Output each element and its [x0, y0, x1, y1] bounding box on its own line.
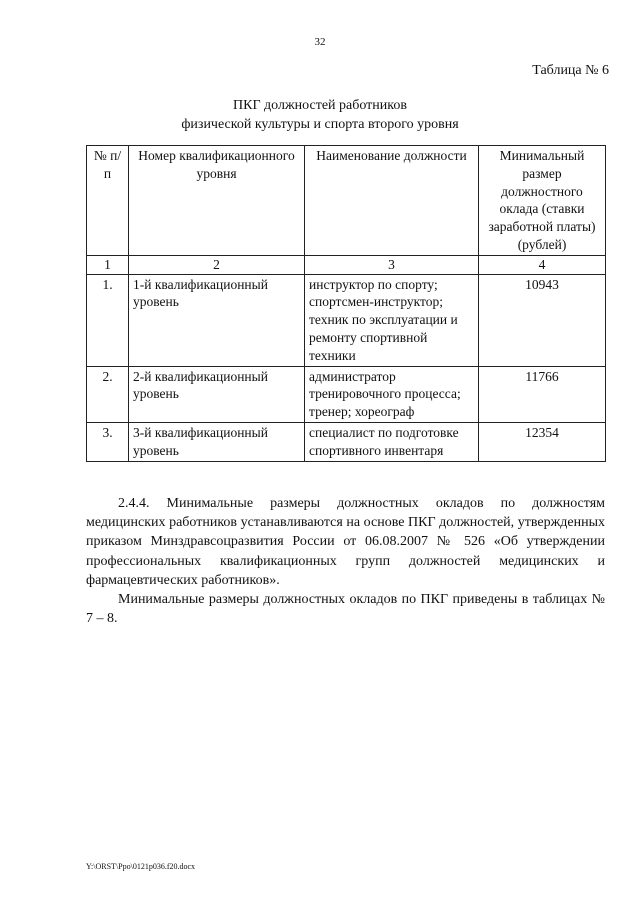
row-level: 3-й квалификационный уровень — [129, 422, 305, 461]
row-salary: 10943 — [479, 274, 606, 366]
header-number: № п/п — [87, 146, 129, 256]
table-title — [0, 96, 640, 134]
pkg-table — [86, 145, 606, 462]
column-number: 2 — [129, 255, 305, 274]
row-level: 1-й квалификационный уровень — [129, 274, 305, 366]
row-level: 2-й квалификационный уровень — [129, 366, 305, 422]
paragraph: 2.4.4. Минимальные размеры должностных окладов по должностям медицинских работников устанавливаются на основе ПКГ должностей, утвержденных приказом Минздравсоцразвития России от 06.08.2007 № 526 «Об утверждении профессиональных квалификационных групп должностей медицинских и фармацевтических работников». — [86, 496, 605, 588]
table-row — [87, 366, 606, 422]
row-number: 3. — [87, 422, 129, 461]
row-positions: специалист по подготовке спортивного инвентаря — [305, 422, 479, 461]
footer-file-path: Y:\ORST\Ppo\0121p036.f20.docx — [86, 862, 196, 871]
body-text — [86, 494, 605, 628]
row-positions: администратор тренировочного процесса; тренер; хореограф — [305, 366, 479, 422]
row-number: 1. — [87, 274, 129, 366]
table-row — [87, 274, 606, 366]
column-number: 4 — [479, 255, 606, 274]
row-positions: инструктор по спорту; спортсмен-инструктор; техник по эксплуатации и ремонту спортивной техники — [305, 274, 479, 366]
header-level: Номер квалификационного уровня — [129, 146, 305, 256]
row-salary: 12354 — [479, 422, 606, 461]
row-number: 2. — [87, 366, 129, 422]
header-position: Наименование должности — [305, 146, 479, 256]
table-header-row — [87, 146, 606, 256]
table-title-line-2: физической культуры и спорта второго уровня — [181, 117, 459, 132]
page-number: 32 — [314, 36, 326, 48]
row-salary: 11766 — [479, 366, 606, 422]
column-number-row — [87, 255, 606, 274]
table-title-line-1: ПКГ должностей работников — [233, 98, 407, 113]
table-row — [87, 422, 606, 461]
column-number: 1 — [87, 255, 129, 274]
table-label: Таблица № 6 — [532, 63, 609, 78]
column-number: 3 — [305, 255, 479, 274]
header-salary: Минимальный размер должностного оклада (ставки заработной платы) (рублей) — [479, 146, 606, 256]
paragraph: Минимальные размеры должностных окладов по ПКГ приведены в таблицах № 7 – 8. — [86, 592, 605, 627]
